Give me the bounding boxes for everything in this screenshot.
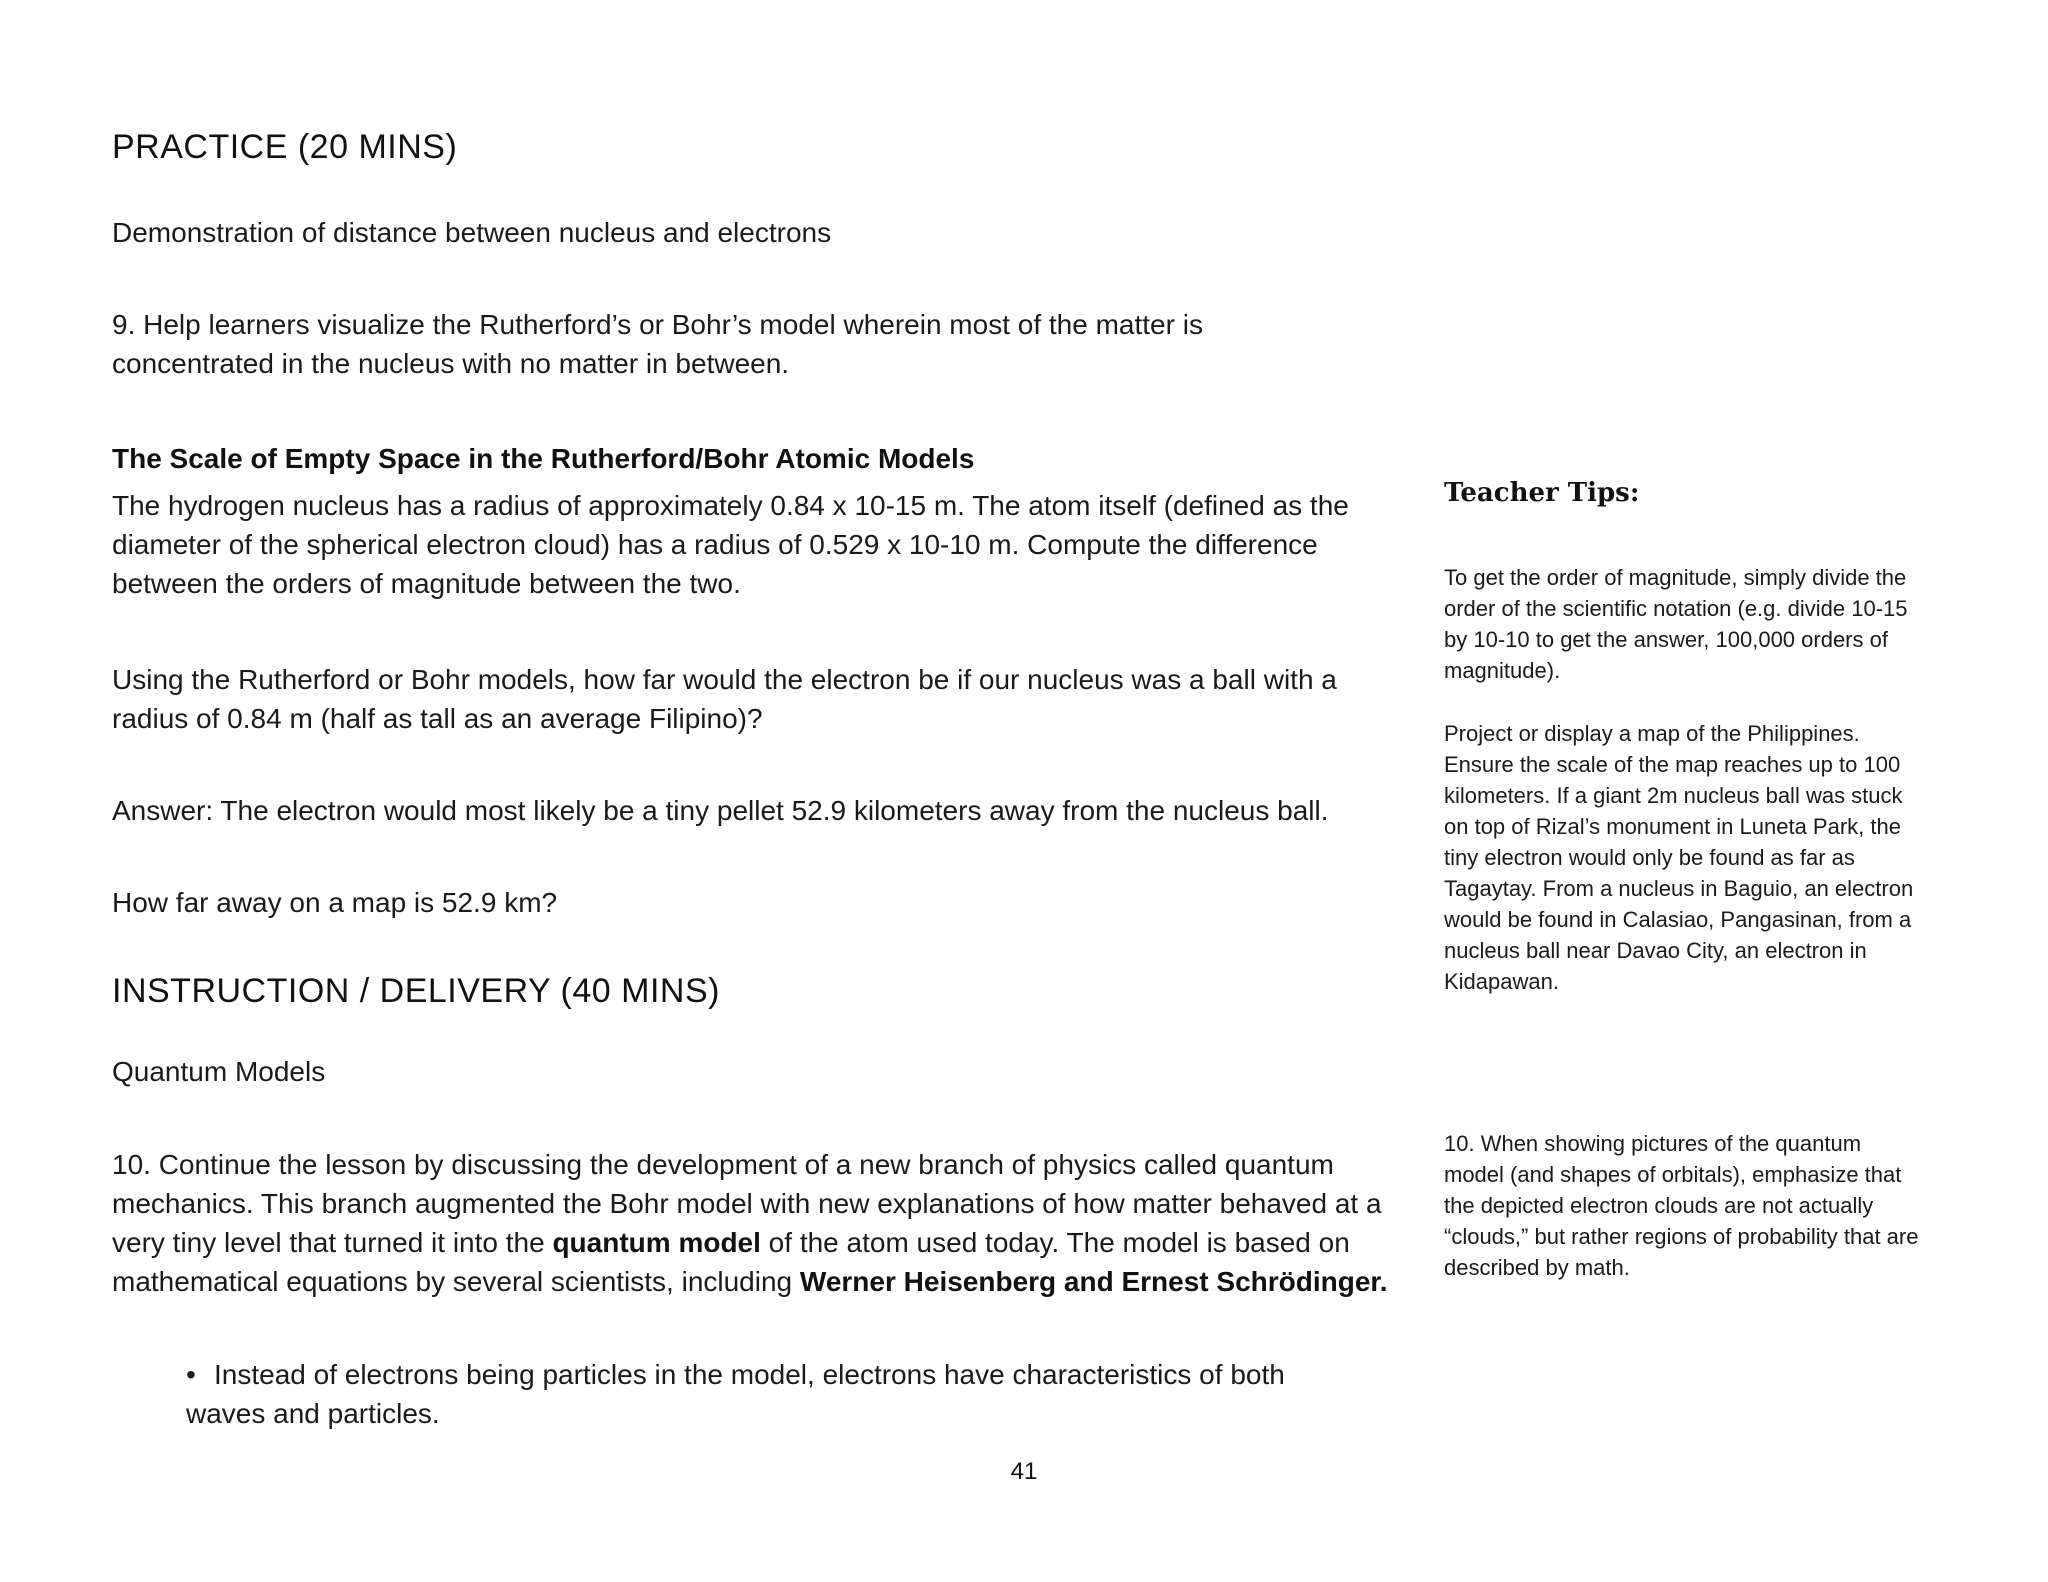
scale-heading: The Scale of Empty Space in the Rutherford/Bohr Atomic Models — [112, 443, 975, 474]
tip-map-philippines: Project or display a map of the Philippines. Ensure the scale of the map reaches up to 100 kilometers. If a giant 2m nucleus ball was stuck on top of Rizal’s monument in Luneta Park, the tiny electron would only be found as far as Tagaytay. From a nucleus in Baguio, an electron would be found in Calasiao, Pangasinan, from a nucleus ball near Davao City, an electron in Kidapawan. — [1444, 721, 1914, 994]
instruction-heading: INSTRUCTION / DELIVERY (40 MINS) — [112, 972, 720, 1010]
teacher-tips-title: Teacher Tips: — [1444, 478, 1640, 508]
step-10-part-1: 10. Continue the lesson by discussing the development of a new branch of physics called quantum mechanics. This branch augmented the Bohr model with new explanations of how matter behaved at a very tiny level that turned it into the — [112, 1149, 1382, 1258]
map-question: How far away on a map is 52.9 km? — [112, 887, 558, 918]
scientist-names: Werner Heisenberg and Ernest Schrödinger. — [799, 1266, 1388, 1297]
quantum-model-term: quantum model — [552, 1227, 761, 1258]
radius-question: Using the Rutherford or Bohr models, how far would the electron be if our nucleus was a ball with a radius of 0.84 m (half as tall as an average Filipino)? — [112, 664, 1337, 734]
page-number: 41 — [1010, 1458, 1038, 1485]
step-10-part-2: of the atom used today. The model is based on mathematical equations by several scientists, including — [112, 1227, 1350, 1297]
bullet-text: Instead of electrons being particles in the model, electrons have characteristics of both waves and particles. — [186, 1359, 1285, 1429]
bullet-list-item — [186, 1355, 1356, 1433]
tip-order-of-magnitude: To get the order of magnitude, simply divide the order of the scientific notation (e.g. divide 10-15 by 10-10 to get the answer, 100,000 orders of magnitude). — [1444, 565, 1908, 683]
practice-heading: PRACTICE (20 MINS) — [112, 128, 458, 166]
practice-subtitle: Demonstration of distance between nucleus and electrons — [112, 217, 832, 248]
step-10-text — [112, 1145, 1397, 1301]
instruction-subtitle: Quantum Models — [112, 1056, 326, 1087]
step-9-text: 9. Help learners visualize the Rutherford’s or Bohr’s model wherein most of the matter is concentrated in the nucleus with no matter in between. — [112, 309, 1203, 379]
answer-text: Answer: The electron would most likely be a tiny pellet 52.9 kilometers away from the nucleus ball. — [112, 795, 1329, 826]
bullet-icon: • — [186, 1359, 196, 1390]
scale-text: The hydrogen nucleus has a radius of approximately 0.84 x 10-15 m. The atom itself (defined as the diameter of the spherical electron cloud) has a radius of 0.529 x 10-10 m. Compute the difference between the orders of magnitude between the two. — [112, 490, 1349, 599]
tip-quantum-model: 10. When showing pictures of the quantum model (and shapes of orbitals), emphasize that the depicted electron clouds are not actually “clouds,” but rather regions of probability that are described by math. — [1444, 1131, 1919, 1280]
